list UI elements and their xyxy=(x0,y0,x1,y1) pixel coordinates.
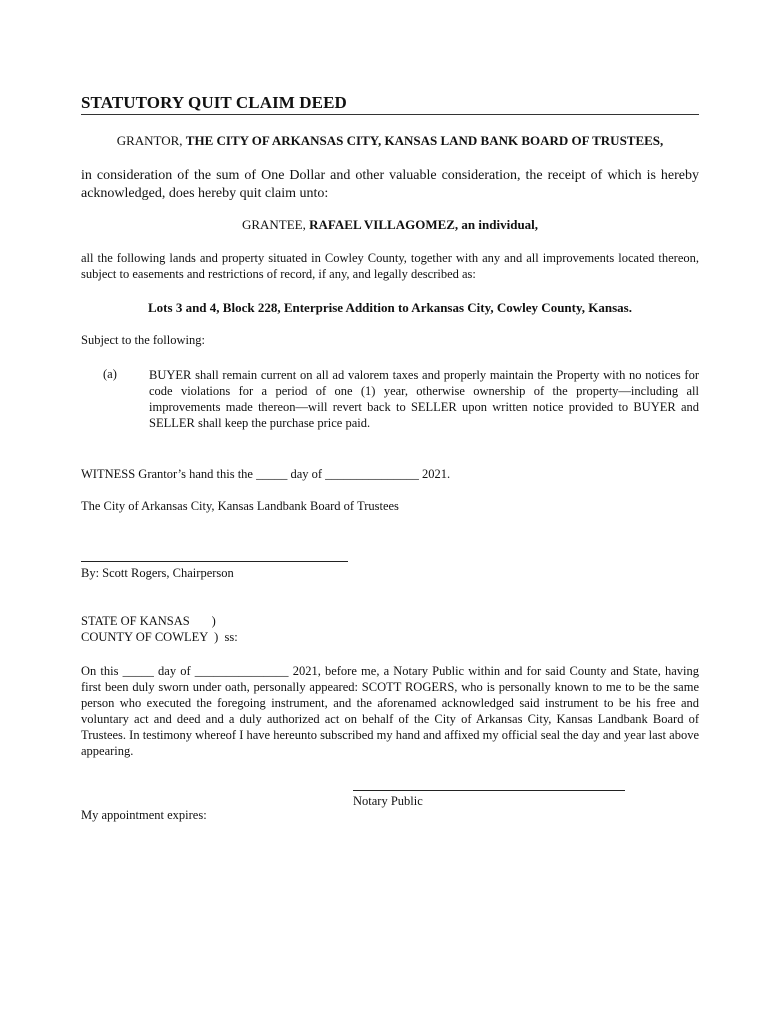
subject-heading: Subject to the following: xyxy=(81,333,205,347)
witness-line: WITNESS Grantor’s hand this the _____ day of _______________ 2021. xyxy=(81,467,451,481)
grantor-name: THE CITY OF ARKANSAS CITY, KANSAS LAND BANK BOARD OF TRUSTEES, xyxy=(185,133,664,148)
venue-state: STATE OF KANSAS ) xyxy=(81,614,216,628)
lands-paragraph: all the following lands and property situated in Cowley County, together with any and all improvements located thereon, subject to easements and restrictions of record, if any, and legally described as: xyxy=(81,251,699,281)
grantee-prefix: GRANTEE, xyxy=(241,217,310,232)
grantee-line xyxy=(81,217,699,233)
grantor-prefix: GRANTOR, xyxy=(116,133,186,148)
notary-signature-line xyxy=(353,790,625,791)
appointment-expires: My appointment expires: xyxy=(81,808,207,822)
document-title: STATUTORY QUIT CLAIM DEED xyxy=(81,93,699,115)
notary-label: Notary Public xyxy=(353,794,423,808)
grantor-signature-line xyxy=(81,561,348,562)
condition-label: (a) xyxy=(103,367,117,381)
notary-acknowledgment: On this _____ day of _______________ 2021, before me, a Notary Public within and for said County and State, having first been duly sworn under oath, personally appeared: SCOTT ROGERS, who is personally known to me to be the same person who executed the foregoing instrument, and the aforenamed acknowledged said instrument to be his free and voluntary act and deed and a duly authorized act on behalf of the City of Arkansas City, Kansas Landbank Board of Trustees. In testimony whereof I have hereunto subscribed my hand and affixed my official seal the day and year last above appearing. xyxy=(81,664,699,758)
entity-name: The City of Arkansas City, Kansas Landbank Board of Trustees xyxy=(81,499,399,513)
venue-county: COUNTY OF COWLEY ) ss: xyxy=(81,630,238,644)
consideration-paragraph: in consideration of the sum of One Dollar and other valuable consideration, the receipt of which is hereby acknowledged, does hereby quit claim unto: xyxy=(81,168,699,201)
grantor-line xyxy=(81,133,699,149)
legal-description: Lots 3 and 4, Block 228, Enterprise Addition to Arkansas City, Cowley County, Kansas. xyxy=(148,300,632,315)
condition-text: BUYER shall remain current on all ad valorem taxes and properly maintain the Property with no notices for code violations for a period of one (1) year, otherwise ownership of the property—including all improvements made thereon—will revert back to SELLER upon written notice provided to BUYER and SELLER shall keep the purchase price paid. xyxy=(149,368,699,430)
grantee-name: RAFAEL VILLAGOMEZ, an individual, xyxy=(309,217,539,232)
signer-name: By: Scott Rogers, Chairperson xyxy=(81,566,234,580)
